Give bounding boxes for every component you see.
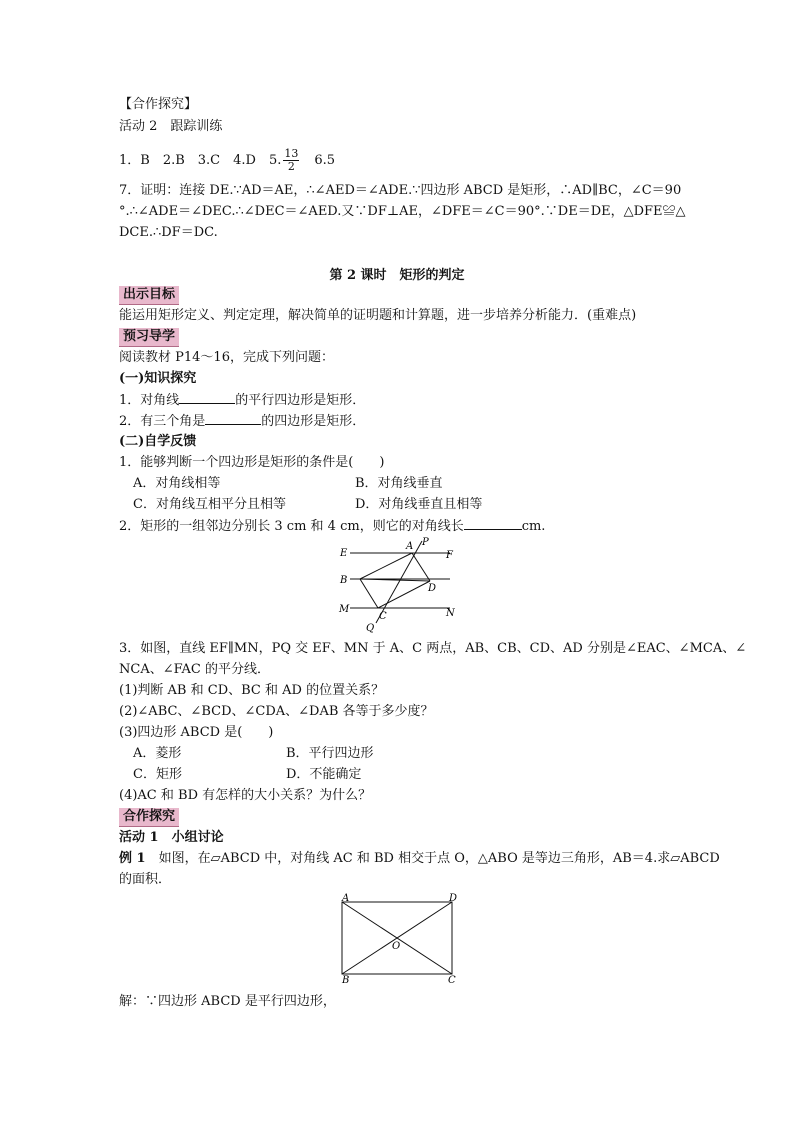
proof-line-2: °.∴∠ADE＝∠DEC.∴∠DEC＝∠AED.又∵DF⊥AE，∠DFE＝∠C＝90°.∵DE＝DE，△DFE≌△ — [119, 204, 686, 219]
proof-line-1: 7．证明：连接 DE.∵AD＝AE，∴∠AED＝∠ADE.∵四边形 ABCD 是矩形，∴AD∥BC，∠C＝90 — [119, 183, 682, 198]
q3-sub3: (3)四边形 ABCD 是( ) — [119, 725, 274, 740]
knowledge-q1: 1．对角线 的平行四边形是矩形． — [119, 393, 366, 408]
lesson-title: 第 2 课时 矩形的判定 — [329, 268, 465, 283]
option-c: C．对角线互相平分且相等 — [133, 497, 286, 512]
label-b: B — [342, 975, 350, 986]
proof-line-3: DCE.∴DF＝DC. — [119, 225, 218, 240]
label-f: F — [446, 550, 453, 561]
answer5-fraction: $\frac{13}{2}$ — [284, 147, 299, 173]
preview-label: 预习导学 — [119, 328, 179, 347]
label-a: A — [406, 541, 414, 552]
coop-heading-top: 【合作探究】 — [119, 97, 198, 112]
q3-sub4: (4)AC 和 BD 有怎样的大小关系？为什么？ — [119, 788, 372, 803]
label-d: D — [449, 893, 458, 904]
knowledge-heading: (一)知识探究 — [119, 371, 197, 386]
figure-rectangle — [332, 892, 462, 986]
solution-line: 解：∵四边形 ABCD 是平行四边形， — [119, 994, 336, 1009]
option-a: A．对角线相等 — [133, 476, 221, 491]
q3-option-b: B．平行四边形 — [286, 746, 374, 761]
feedback-q2: 2．矩形的一组邻边分别长 3 cm 和 4 cm，则它的对角线长 cm. — [119, 519, 546, 534]
q3-option-d: D．不能确定 — [286, 767, 362, 782]
label-b: B — [340, 575, 348, 586]
option-d: D．对角线垂直且相等 — [355, 497, 483, 512]
feedback-q1: 1．能够判断一个四边形是矩形的条件是( ) — [119, 455, 385, 470]
label-m: M — [339, 604, 350, 615]
label-a: A — [342, 893, 350, 904]
goals-label: 出示目标 — [119, 286, 179, 305]
example-line-2: 的面积． — [119, 872, 172, 887]
fill-blank[interactable] — [179, 391, 235, 404]
q3-sub1: (1)判断 AB 和 CD、BC 和 AD 的位置关系？ — [119, 683, 385, 698]
label-e: E — [340, 548, 348, 559]
q3-option-c: C．矩形 — [133, 767, 182, 782]
label-d: D — [428, 583, 437, 594]
q3-sub2: (2)∠ABC、∠BCD、∠CDA、∠DAB 各等于多少度？ — [119, 704, 434, 719]
label-q: Q — [366, 623, 375, 634]
figure-parallel-lines — [330, 535, 470, 635]
coop-label: 合作探究 — [119, 808, 179, 827]
q3-option-a: A．菱形 — [133, 746, 182, 761]
fill-blank[interactable] — [464, 517, 522, 530]
feedback-q3-line1: 3．如图，直线 EF∥MN，PQ 交 EF、MN 于 A、C 两点，AB、CB、CD、AD 分别是∠EAC、∠MCA、∠ — [119, 641, 747, 656]
knowledge-q2: 2．有三个角是 的四边形是矩形． — [119, 414, 366, 429]
activity2-title: 活动 2 跟踪训练 — [119, 119, 223, 134]
feedback-heading: (二)自学反馈 — [119, 434, 197, 449]
preview-intro: 阅读教材 P14～16，完成下列问题： — [119, 350, 334, 365]
label-o: O — [392, 941, 401, 952]
option-b: B．对角线垂直 — [355, 476, 443, 491]
label-p: P — [422, 537, 429, 548]
fill-blank[interactable] — [205, 412, 261, 425]
label-n: N — [446, 608, 455, 619]
activity1-title: 活动 1 小组讨论 — [119, 830, 224, 845]
feedback-q3-line2: NCA、∠FAC 的平分线． — [119, 662, 270, 677]
answers-line: 1．B 2.B 3.C 4.D 5. $\frac{13}{2}$ 6.5 — [119, 147, 336, 173]
goals-text: 能运用矩形定义、判定定理，解决简单的证明题和计算题，进一步培养分析能力．(重难点) — [119, 308, 637, 323]
example-line-1: 例 1 如图，在▱ABCD 中，对角线 AC 和 BD 相交于点 O，△ABO 是等边三角形，AB＝4.求▱ABCD — [119, 851, 720, 866]
label-c: C — [448, 975, 456, 986]
label-c: C — [379, 611, 387, 622]
